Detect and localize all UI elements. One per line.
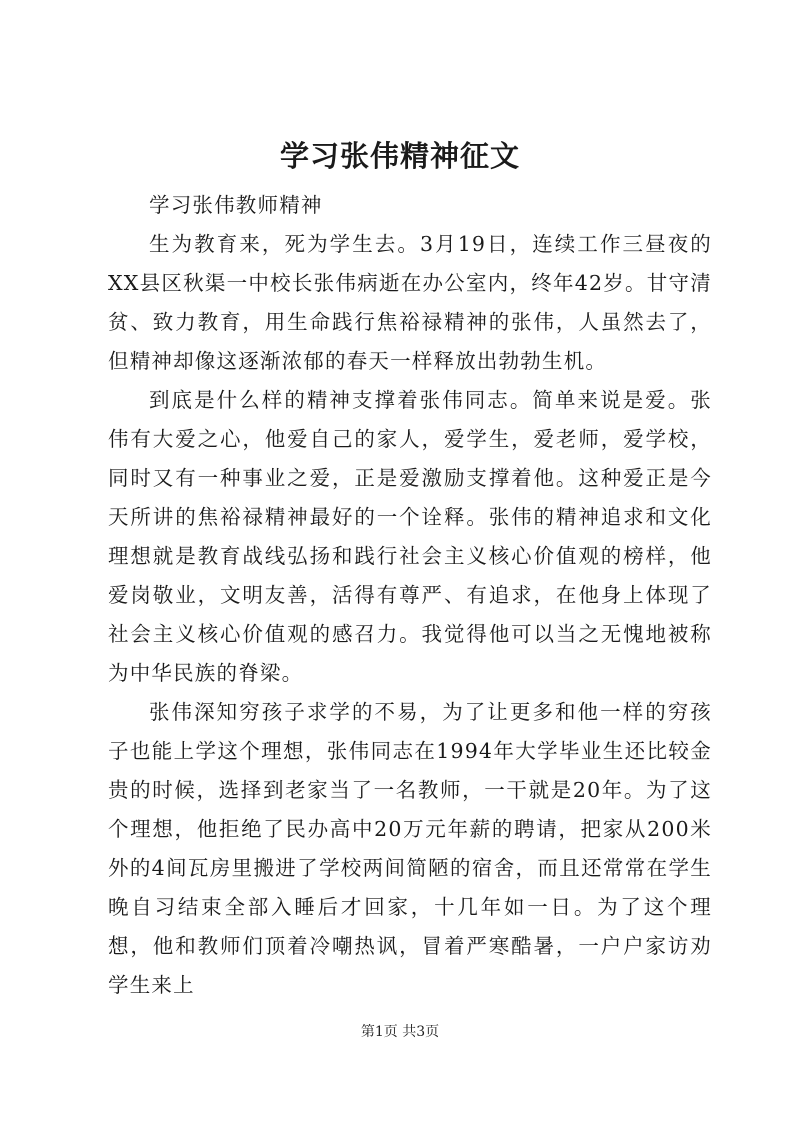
document-body <box>108 186 712 1005</box>
paragraph: 到底是什么样的精神支撑着张伟同志。简单来说是爱。张伟有大爱之心，他爱自己的家人，爱学生，爱老师，爱学校，同时又有一种事业之爱，正是爱激励支撑着他。这种爱正是今天所讲的焦裕禄精神最好的一个诠释。张伟的精神追求和文化理想就是教育战线弘扬和践行社会主义核心价值观的榜样，他爱岗敬业，文明友善，活得有尊严、有追求，在他身上体现了社会主义核心价值观的感召力。我觉得他可以当之无愧地被称为中华民族的脊梁。 <box>108 388 712 685</box>
document-title: 学习张伟精神征文 <box>279 139 520 173</box>
page-number-footer: 第1页 共3页 <box>360 1024 440 1040</box>
paragraph-subtitle: 学习张伟教师精神 <box>149 193 323 217</box>
paragraph: 生为教育来，死为学生去。3月19日，连续工作三昼夜的XX县区秋渠一中校长张伟病逝在办公室内，终年42岁。甘守清贫、致力教育，用生命践行焦裕禄精神的张伟，人虽然去了，但精神却像这逐渐浓郁的春天一样释放出勃勃生机。 <box>108 232 712 373</box>
paragraph: 张伟深知穷孩子求学的不易，为了让更多和他一样的穷孩子也能上学这个理想，张伟同志在1994年大学毕业生还比较金贵的时候，选择到老家当了一名教师，一干就是20年。为了这个理想，他拒绝了民办高中20万元年薪的聘请，把家从200米外的4间瓦房里搬进了学校两间简陋的宿舍，而且还常常在学生晚自习结束全部入睡后才回家，十几年如一日。为了这个理想，他和教师们顶着冷嘲热讽，冒着严寒酷暑，一户户家访劝学生来上 <box>108 700 712 997</box>
